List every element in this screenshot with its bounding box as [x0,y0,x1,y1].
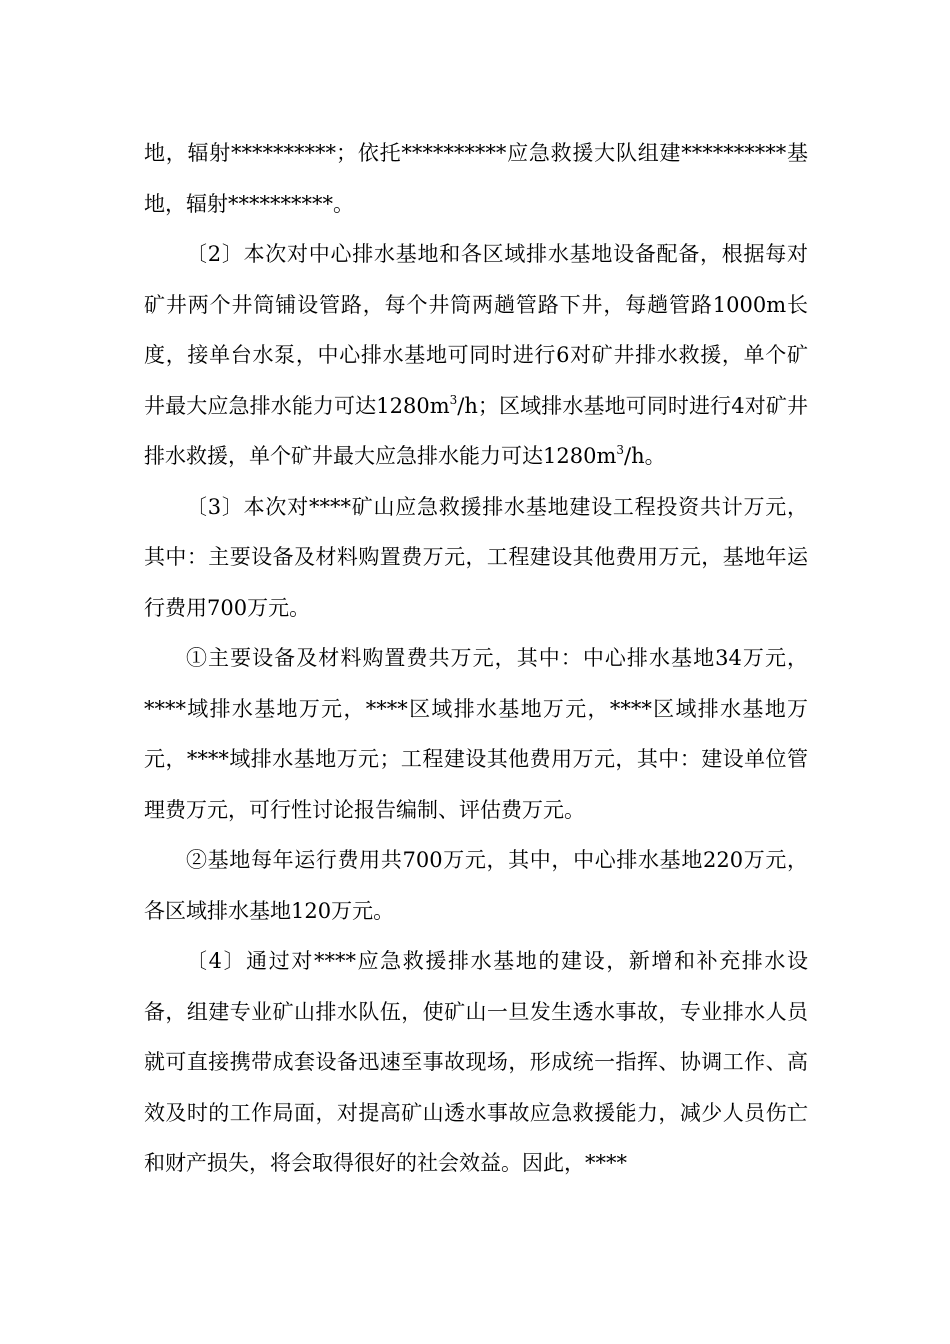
document-body [144,128,808,1189]
paragraph-item-3-investment: 〔3〕本次对****矿山应急救援排水基地建设工程投资共计万元，其中：主要设备及材料购置费万元，工程建设其他费用万元，基地年运行费用700万元。 [144,494,808,620]
superscript-cubic: 3 [616,443,624,457]
paragraph-subitem-1-purchase-cost: ①主要设备及材料购置费共万元，其中：中心排水基地34万元，****域排水基地万元，****区域排水基地万元，****区域排水基地万元，****域排水基地万元；工程建设其他费用万元，其中：建设单位管理费万元，可行性讨论报告编制、评估费万元。 [144,646,808,822]
paragraph-item-4-benefits: 〔4〕通过对****应急救援排水基地的建设，新增和补充排水设备，组建专业矿山排水队伍，使矿山一旦发生透水事故，专业排水人员就可直接携带成套设备迅速至事故现场，形成统一指挥、协调工作、高效及时的工作局面，对提高矿山透水事故应急救援能力，减少人员伤亡和财产损失，将会取得很好的社会效益。因此，**** [144,949,808,1175]
superscript-cubic: 3 [449,392,458,407]
paragraph-subitem-2-operating-cost: ②基地每年运行费用共700万元，其中，中心排水基地220万元，各区域排水基地120万元。 [144,848,808,923]
paragraph-continuation: 地，辐射**********；依托**********应急救援大队组建**********基地，辐射**********。 [144,141,808,216]
paragraph-item-2-equipment: 〔2〕本次对中心排水基地和各区域排水基地设备配备，根据每对矿井两个井筒铺设管路，每个井筒两趟管路下井，每趟管路1000m长度，接单台水泵，中心排水基地可同时进行6对矿井排水救援，单个矿井最大应急排水能力可达$1280m^3/h$；区域排水基地可同时进行4对矿井排水救援，单个矿井最大应急排水能力可达$1280m^3/h$。 [144,242,808,468]
